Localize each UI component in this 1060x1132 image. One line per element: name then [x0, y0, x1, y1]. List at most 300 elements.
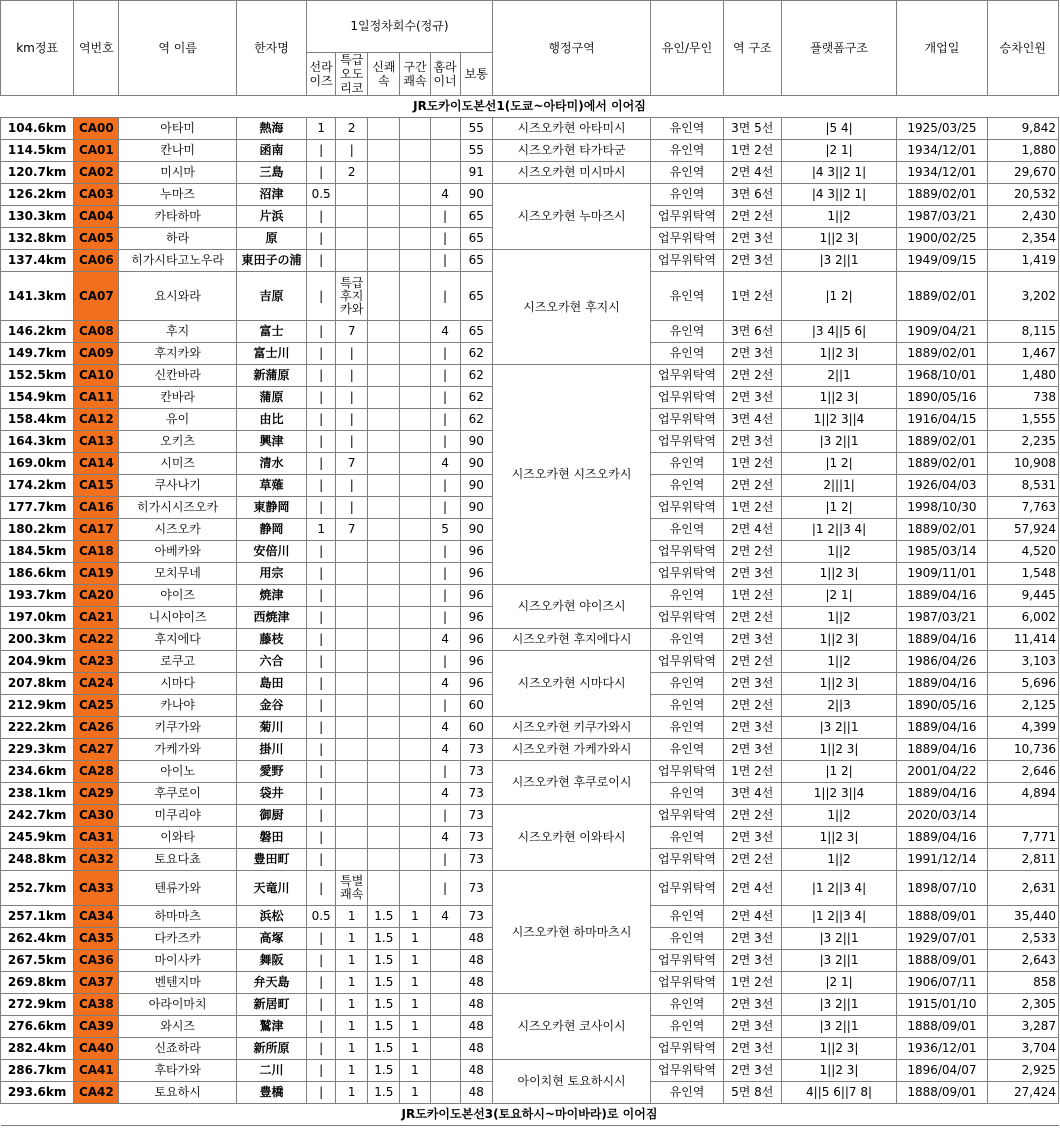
cell-stops-rapid	[368, 118, 400, 140]
table-row	[1, 140, 1059, 162]
cell-structure: 2면 3선	[723, 1038, 781, 1060]
cell-platform: 1||2	[781, 541, 896, 563]
cell-platform: |4 3||2 1|	[781, 162, 896, 184]
cell-stops-home: |	[430, 607, 460, 629]
cell-stops-ltd: 1	[336, 906, 368, 928]
cell-km: 272.9km	[1, 994, 74, 1016]
cell-opened-date: 1998/10/30	[897, 497, 987, 519]
cell-stops-ltd: |	[336, 497, 368, 519]
cell-stops-local: 65	[460, 272, 492, 321]
cell-km: 229.3km	[1, 739, 74, 761]
cell-structure: 2면 4선	[723, 906, 781, 928]
cell-opened-date: 1916/04/15	[897, 409, 987, 431]
cell-ridership: 7,763	[987, 497, 1058, 519]
cell-stops-section	[400, 717, 430, 739]
cell-stops-liner: |	[307, 827, 336, 849]
cell-km: 238.1km	[1, 783, 74, 805]
cell-platform: 1||2 3|	[781, 739, 896, 761]
cell-structure: 2면 2선	[723, 206, 781, 228]
continuation-banner-bottom: JR도카이도본선3(토요하시~마이바라)로 이어짐	[1, 1104, 1059, 1126]
cell-stops-section	[400, 805, 430, 827]
cell-station-name: 시즈오카	[119, 519, 236, 541]
cell-km: 197.0km	[1, 607, 74, 629]
cell-structure: 2면 3선	[723, 950, 781, 972]
cell-structure: 2면 4선	[723, 519, 781, 541]
cell-ridership: 29,670	[987, 162, 1058, 184]
cell-staffing: 유인역	[651, 629, 723, 651]
cell-stops-section	[400, 431, 430, 453]
cell-kanji: 新所原	[236, 1038, 306, 1060]
cell-admin-region: 시즈오카현 이와타시	[492, 805, 651, 871]
cell-station-name: 미쿠리야	[119, 805, 236, 827]
cell-station-code: CA12	[74, 409, 119, 431]
cell-stops-ltd	[336, 184, 368, 206]
cell-stops-ltd: 1	[336, 950, 368, 972]
cell-stops-liner: 1	[307, 118, 336, 140]
cell-stops-home: |	[430, 805, 460, 827]
cell-stops-local: 48	[460, 950, 492, 972]
cell-opened-date: 1888/09/01	[897, 906, 987, 928]
cell-staffing: 유인역	[651, 717, 723, 739]
cell-opened-date: 1889/04/16	[897, 827, 987, 849]
cell-opened-date: 1991/12/14	[897, 849, 987, 871]
cell-platform: |3 2||1	[781, 250, 896, 272]
cell-stops-local: 73	[460, 739, 492, 761]
cell-stops-liner: |	[307, 783, 336, 805]
cell-stops-liner: |	[307, 365, 336, 387]
table-header	[1, 1, 1059, 96]
cell-structure: 2면 3선	[723, 739, 781, 761]
cell-stops-section	[400, 343, 430, 365]
cell-ridership: 35,440	[987, 906, 1058, 928]
cell-stops-ltd	[336, 629, 368, 651]
cell-station-name: 시마다	[119, 673, 236, 695]
cell-stops-section	[400, 321, 430, 343]
cell-structure: 3면 6선	[723, 184, 781, 206]
cell-structure: 2면 3선	[723, 563, 781, 585]
cell-stops-rapid: 1.5	[368, 994, 400, 1016]
cell-stops-local: 96	[460, 607, 492, 629]
cell-staffing: 유인역	[651, 453, 723, 475]
cell-stops-local: 73	[460, 761, 492, 783]
cell-stops-home: 4	[430, 906, 460, 928]
cell-stops-local: 90	[460, 519, 492, 541]
cell-platform: |3 2||1	[781, 1016, 896, 1038]
cell-kanji: 掛川	[236, 739, 306, 761]
cell-stops-rapid	[368, 387, 400, 409]
cell-staffing: 유인역	[651, 184, 723, 206]
cell-station-code: CA08	[74, 321, 119, 343]
cell-stops-ltd	[336, 739, 368, 761]
cell-station-code: CA31	[74, 827, 119, 849]
cell-staffing: 유인역	[651, 162, 723, 184]
cell-stops-local: 73	[460, 871, 492, 906]
cell-stops-section	[400, 783, 430, 805]
cell-stops-liner: |	[307, 453, 336, 475]
header-stops-group: 1일정차회수(정규)	[307, 1, 493, 53]
cell-structure: 2면 3선	[723, 928, 781, 950]
cell-station-name: 하마마츠	[119, 906, 236, 928]
cell-ridership: 2,354	[987, 228, 1058, 250]
cell-kanji: 焼津	[236, 585, 306, 607]
cell-stops-home: |	[430, 497, 460, 519]
table-row	[1, 250, 1059, 272]
cell-ridership: 2,643	[987, 950, 1058, 972]
cell-stops-section	[400, 563, 430, 585]
cell-platform: 1||2	[781, 651, 896, 673]
cell-station-name: 히가시시즈오카	[119, 497, 236, 519]
cell-km: 174.2km	[1, 475, 74, 497]
table-row	[1, 162, 1059, 184]
cell-km: 222.2km	[1, 717, 74, 739]
cell-station-name: 야이즈	[119, 585, 236, 607]
cell-stops-liner: |	[307, 409, 336, 431]
cell-stops-liner: 0.5	[307, 184, 336, 206]
cell-stops-section: 1	[400, 1038, 430, 1060]
cell-stops-home: 4	[430, 673, 460, 695]
cell-staffing: 유인역	[651, 928, 723, 950]
cell-stops-home: |	[430, 250, 460, 272]
cell-stops-rapid	[368, 651, 400, 673]
table-body	[1, 96, 1059, 1126]
cell-station-name: 시미즈	[119, 453, 236, 475]
cell-station-name: 칸바라	[119, 387, 236, 409]
cell-stops-home: |	[430, 365, 460, 387]
cell-admin-region: 시즈오카현 후쿠로이시	[492, 761, 651, 805]
cell-staffing: 업무위탁역	[651, 228, 723, 250]
cell-platform: 1||2 3||4	[781, 409, 896, 431]
cell-km: 169.0km	[1, 453, 74, 475]
cell-stops-ltd	[336, 761, 368, 783]
table-row	[1, 118, 1059, 140]
cell-stops-rapid: 1.5	[368, 906, 400, 928]
cell-km: 252.7km	[1, 871, 74, 906]
cell-stops-rapid	[368, 849, 400, 871]
cell-stops-local: 55	[460, 118, 492, 140]
cell-platform: |1 2||3 4|	[781, 519, 896, 541]
cell-stops-rapid	[368, 453, 400, 475]
cell-staffing: 업무위탁역	[651, 541, 723, 563]
cell-platform: |3 2||1	[781, 950, 896, 972]
cell-opened-date: 2020/03/14	[897, 805, 987, 827]
cell-admin-region: 시즈오카현 가케가와시	[492, 739, 651, 761]
cell-admin-region: 시즈오카현 타가타군	[492, 140, 651, 162]
cell-stops-home: |	[430, 475, 460, 497]
cell-staffing: 업무위탁역	[651, 1060, 723, 1082]
cell-station-code: CA25	[74, 695, 119, 717]
cell-ridership: 1,548	[987, 563, 1058, 585]
cell-station-code: CA29	[74, 783, 119, 805]
cell-structure: 2면 3선	[723, 1060, 781, 1082]
cell-kanji: 三島	[236, 162, 306, 184]
cell-km: 257.1km	[1, 906, 74, 928]
cell-opened-date: 1906/07/11	[897, 972, 987, 994]
cell-stops-local: 73	[460, 906, 492, 928]
cell-kanji: 安倍川	[236, 541, 306, 563]
cell-station-name: 마이사카	[119, 950, 236, 972]
cell-stops-home: 4	[430, 827, 460, 849]
cell-staffing: 업무위탁역	[651, 761, 723, 783]
cell-km: 114.5km	[1, 140, 74, 162]
cell-structure: 3면 4선	[723, 409, 781, 431]
cell-stops-section	[400, 184, 430, 206]
cell-station-name: 아이노	[119, 761, 236, 783]
cell-station-name: 후지	[119, 321, 236, 343]
cell-stops-ltd	[336, 695, 368, 717]
cell-stops-local: 62	[460, 365, 492, 387]
cell-station-code: CA04	[74, 206, 119, 228]
cell-km: 104.6km	[1, 118, 74, 140]
cell-ridership: 2,646	[987, 761, 1058, 783]
cell-stops-local: 60	[460, 695, 492, 717]
cell-stops-home: |	[430, 206, 460, 228]
cell-platform: 1||2	[781, 607, 896, 629]
cell-platform: |3 2||1	[781, 431, 896, 453]
cell-stops-home: |	[430, 849, 460, 871]
cell-platform: 1||2	[781, 805, 896, 827]
cell-station-code: CA03	[74, 184, 119, 206]
cell-stops-local: 90	[460, 431, 492, 453]
cell-stops-rapid	[368, 739, 400, 761]
cell-stops-home: 4	[430, 783, 460, 805]
cell-platform: 1||2 3|	[781, 563, 896, 585]
cell-ridership	[987, 805, 1058, 827]
cell-kanji: 清水	[236, 453, 306, 475]
cell-kanji: 天竜川	[236, 871, 306, 906]
cell-stops-section: 1	[400, 1016, 430, 1038]
cell-kanji: 御厨	[236, 805, 306, 827]
cell-staffing: 유인역	[651, 118, 723, 140]
cell-staffing: 업무위탁역	[651, 409, 723, 431]
cell-station-code: CA41	[74, 1060, 119, 1082]
cell-structure: 2면 2선	[723, 475, 781, 497]
cell-station-name: 벤텐지마	[119, 972, 236, 994]
cell-structure: 2면 3선	[723, 387, 781, 409]
cell-station-name: 신칸바라	[119, 365, 236, 387]
cell-stops-rapid	[368, 162, 400, 184]
cell-station-name: 이와타	[119, 827, 236, 849]
header-ridership: 승차인원	[987, 1, 1058, 96]
header-platform: 플랫폼구조	[781, 1, 896, 96]
cell-platform: 2||3	[781, 695, 896, 717]
cell-opened-date: 1889/04/16	[897, 585, 987, 607]
cell-structure: 1면 2선	[723, 140, 781, 162]
cell-platform: 1||2 3||4	[781, 783, 896, 805]
cell-stops-ltd: |	[336, 140, 368, 162]
cell-admin-region: 시즈오카현 누마즈시	[492, 184, 651, 250]
cell-opened-date: 1889/04/16	[897, 739, 987, 761]
cell-kanji: 沼津	[236, 184, 306, 206]
cell-kanji: 興津	[236, 431, 306, 453]
cell-staffing: 유인역	[651, 343, 723, 365]
cell-staffing: 업무위탁역	[651, 805, 723, 827]
cell-opened-date: 1888/09/01	[897, 1082, 987, 1104]
cell-station-name: 다카즈카	[119, 928, 236, 950]
cell-km: 164.3km	[1, 431, 74, 453]
cell-platform: 1||2 3|	[781, 1038, 896, 1060]
cell-stops-section: 1	[400, 994, 430, 1016]
cell-kanji: 豊橋	[236, 1082, 306, 1104]
cell-staffing: 업무위탁역	[651, 950, 723, 972]
cell-station-code: CA10	[74, 365, 119, 387]
cell-km: 126.2km	[1, 184, 74, 206]
cell-km: 158.4km	[1, 409, 74, 431]
cell-opened-date: 1987/03/21	[897, 206, 987, 228]
cell-platform: |4 3||2 1|	[781, 184, 896, 206]
cell-station-name: 히가시타고노우라	[119, 250, 236, 272]
cell-admin-region: 시즈오카현 시마다시	[492, 651, 651, 717]
cell-km: 204.9km	[1, 651, 74, 673]
cell-ridership: 2,235	[987, 431, 1058, 453]
cell-ridership: 10,908	[987, 453, 1058, 475]
cell-station-name: 카나야	[119, 695, 236, 717]
cell-kanji: 東田子の浦	[236, 250, 306, 272]
cell-platform: |2 1|	[781, 140, 896, 162]
cell-stops-local: 65	[460, 250, 492, 272]
header-liner: 선라이즈	[307, 53, 336, 96]
header-km: km정표	[1, 1, 74, 96]
cell-station-code: CA18	[74, 541, 119, 563]
cell-opened-date: 1889/04/16	[897, 673, 987, 695]
cell-ridership: 2,631	[987, 871, 1058, 906]
cell-stops-ltd: 7	[336, 453, 368, 475]
cell-station-code: CA16	[74, 497, 119, 519]
cell-stops-rapid	[368, 717, 400, 739]
cell-stops-home	[430, 118, 460, 140]
cell-opened-date: 1934/12/01	[897, 140, 987, 162]
cell-stops-home: |	[430, 695, 460, 717]
cell-stops-rapid	[368, 206, 400, 228]
cell-structure: 1면 2선	[723, 585, 781, 607]
cell-stops-section	[400, 827, 430, 849]
cell-km: 130.3km	[1, 206, 74, 228]
cell-stops-liner: |	[307, 321, 336, 343]
cell-stops-rapid	[368, 140, 400, 162]
cell-stops-liner: |	[307, 629, 336, 651]
cell-stops-home	[430, 140, 460, 162]
cell-km: 132.8km	[1, 228, 74, 250]
cell-station-code: CA07	[74, 272, 119, 321]
cell-stops-section: 1	[400, 928, 430, 950]
cell-stops-liner: |	[307, 717, 336, 739]
cell-stops-ltd: 2	[336, 118, 368, 140]
cell-ridership: 1,555	[987, 409, 1058, 431]
cell-stops-local: 48	[460, 1016, 492, 1038]
cell-stops-section	[400, 118, 430, 140]
cell-stops-liner: |	[307, 805, 336, 827]
cell-platform: 4||5 6||7 8|	[781, 1082, 896, 1104]
cell-opened-date: 2001/04/22	[897, 761, 987, 783]
cell-kanji: 新居町	[236, 994, 306, 1016]
cell-km: 293.6km	[1, 1082, 74, 1104]
cell-km: 242.7km	[1, 805, 74, 827]
cell-structure: 2면 3선	[723, 1016, 781, 1038]
cell-opened-date: 1949/09/15	[897, 250, 987, 272]
cell-stops-home: 4	[430, 184, 460, 206]
cell-opened-date: 1889/02/01	[897, 453, 987, 475]
cell-stops-ltd	[336, 805, 368, 827]
cell-stops-ltd: 1	[336, 994, 368, 1016]
cell-stops-home: 4	[430, 453, 460, 475]
cell-km: 267.5km	[1, 950, 74, 972]
cell-stops-liner: |	[307, 651, 336, 673]
cell-stops-liner: |	[307, 387, 336, 409]
cell-stops-section	[400, 629, 430, 651]
cell-kanji: 豊田町	[236, 849, 306, 871]
cell-stops-rapid	[368, 871, 400, 906]
cell-ridership: 8,115	[987, 321, 1058, 343]
cell-km: 154.9km	[1, 387, 74, 409]
cell-stops-local: 62	[460, 387, 492, 409]
cell-ridership: 3,202	[987, 272, 1058, 321]
cell-opened-date: 1890/05/16	[897, 387, 987, 409]
cell-station-code: CA30	[74, 805, 119, 827]
cell-stops-section	[400, 519, 430, 541]
cell-km: 186.6km	[1, 563, 74, 585]
cell-stops-local: 90	[460, 497, 492, 519]
cell-station-code: CA26	[74, 717, 119, 739]
cell-stops-home: |	[430, 387, 460, 409]
cell-km: 212.9km	[1, 695, 74, 717]
cell-opened-date: 1889/02/01	[897, 519, 987, 541]
cell-stops-home: |	[430, 871, 460, 906]
cell-ridership: 6,002	[987, 607, 1058, 629]
cell-stops-home: |	[430, 585, 460, 607]
cell-staffing: 업무위탁역	[651, 1038, 723, 1060]
cell-stops-rapid	[368, 431, 400, 453]
cell-stops-section	[400, 228, 430, 250]
cell-platform: 1||2 3|	[781, 387, 896, 409]
cell-stops-local: 90	[460, 475, 492, 497]
cell-structure: 2면 3선	[723, 228, 781, 250]
cell-ridership: 3,103	[987, 651, 1058, 673]
cell-stops-rapid: 1.5	[368, 928, 400, 950]
cell-stops-ltd: |	[336, 475, 368, 497]
cell-platform: |5 4|	[781, 118, 896, 140]
cell-staffing: 유인역	[651, 140, 723, 162]
table-row	[1, 717, 1059, 739]
cell-stops-ltd: 1	[336, 1060, 368, 1082]
cell-stops-local: 48	[460, 928, 492, 950]
cell-stops-rapid: 1.5	[368, 950, 400, 972]
cell-stops-rapid	[368, 228, 400, 250]
cell-structure: 2면 3선	[723, 629, 781, 651]
cell-ridership: 1,480	[987, 365, 1058, 387]
cell-structure: 1면 2선	[723, 453, 781, 475]
cell-stops-section	[400, 607, 430, 629]
cell-opened-date: 1900/02/25	[897, 228, 987, 250]
cell-stops-local: 90	[460, 184, 492, 206]
header-opened: 개업일	[897, 1, 987, 96]
cell-staffing: 업무위탁역	[651, 563, 723, 585]
cell-opened-date: 1888/09/01	[897, 1016, 987, 1038]
cell-stops-liner: |	[307, 1016, 336, 1038]
header-staff: 유인/무인	[651, 1, 723, 96]
cell-admin-region: 아이치현 토요하시시	[492, 1060, 651, 1104]
cell-km: 141.3km	[1, 272, 74, 321]
cell-stops-ltd	[336, 783, 368, 805]
cell-stops-liner: |	[307, 849, 336, 871]
cell-staffing: 유인역	[651, 739, 723, 761]
table-row	[1, 994, 1059, 1016]
cell-platform: 1||2 3|	[781, 673, 896, 695]
cell-km: 282.4km	[1, 1038, 74, 1060]
table-row	[1, 1060, 1059, 1082]
cell-km: 245.9km	[1, 827, 74, 849]
cell-station-name: 와시즈	[119, 1016, 236, 1038]
cell-stops-ltd: |	[336, 431, 368, 453]
cell-stops-home: 4	[430, 321, 460, 343]
